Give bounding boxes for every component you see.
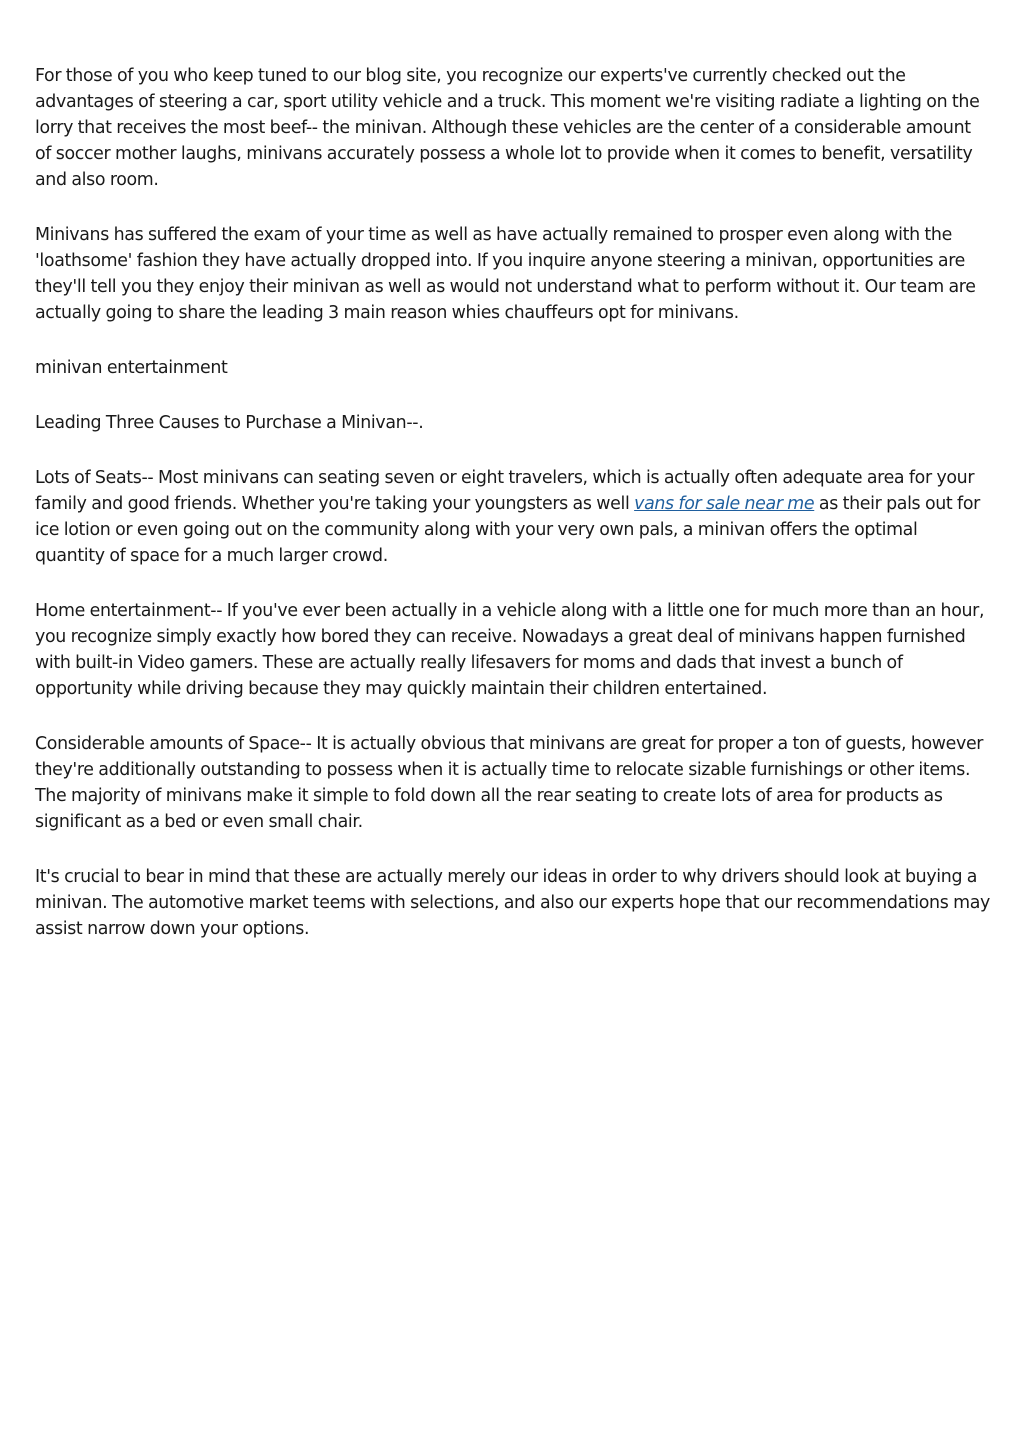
paragraph-space: Considerable amounts of Space-- It is actually obvious that minivans are great for proper a ton of guests, however they're additionally outstanding to possess when it is actually time to relocate sizable furnishings or other items. The majority of minivans make it simple to fold down all the rear seating to create lots of area for products as significant as a bed or even small chair. — [35, 734, 984, 832]
document-body — [35, 63, 990, 971]
paragraph-home-entertainment: Home entertainment-- If you've ever been actually in a vehicle along with a little one for much more than an hour, you recognize simply exactly how bored they can receive. Nowadays a great deal of minivans happen furnished with built-in Video gamers. These are actually really lifesavers for moms and dads that invest a bunch of opportunity while driving because they may quickly maintain their children entertained. — [35, 601, 985, 699]
paragraph-conclusion: It's crucial to bear in mind that these are actually merely our ideas in order to why drivers should look at buying a minivan. The automotive market teems with selections, and also our experts hope that our recommendations may assist narrow down your options. — [35, 867, 990, 939]
seats-text-before: Lots of Seats-- Most minivans can seating seven or eight travelers, which is actually often adequate area for your family and good friends. Whether you're taking your youngsters as well — [35, 468, 975, 514]
paragraph-minivan-entertainment: minivan entertainment — [35, 358, 228, 378]
paragraph-lots-of-seats — [35, 465, 990, 569]
paragraph-minivans-endure: Minivans has suffered the exam of your time as well as have actually remained to prosper even along with the 'loathsome' fashion they have actually dropped into. If you inquire anyone steering a minivan, opportunities are they'll tell you they enjoy their minivan as well as would not understand what to perform without it. Our team are actually going to share the leading 3 main reason whies chauffeurs opt for minivans. — [35, 225, 976, 323]
seats-text-after: as their pals out for ice lotion or even going out on the community along with your very own pals, a minivan offers the optimal quantity of space for a much larger crowd. — [35, 494, 980, 566]
paragraph-top-three-heading: Leading Three Causes to Purchase a Minivan--. — [35, 413, 424, 433]
vans-for-sale-link[interactable]: vans for sale near me — [634, 494, 815, 514]
paragraph-intro: For those of you who keep tuned to our blog site, you recognize our experts've currently checked out the advantages of steering a car, sport utility vehicle and a truck. This moment we're visiting radiate a lighting on the lorry that receives the most beef-- the minivan. Although these vehicles are the center of a considerable amount of soccer mother laughs, minivans accurately possess a whole lot to provide when it comes to benefit, versatility and also room. — [35, 66, 980, 190]
